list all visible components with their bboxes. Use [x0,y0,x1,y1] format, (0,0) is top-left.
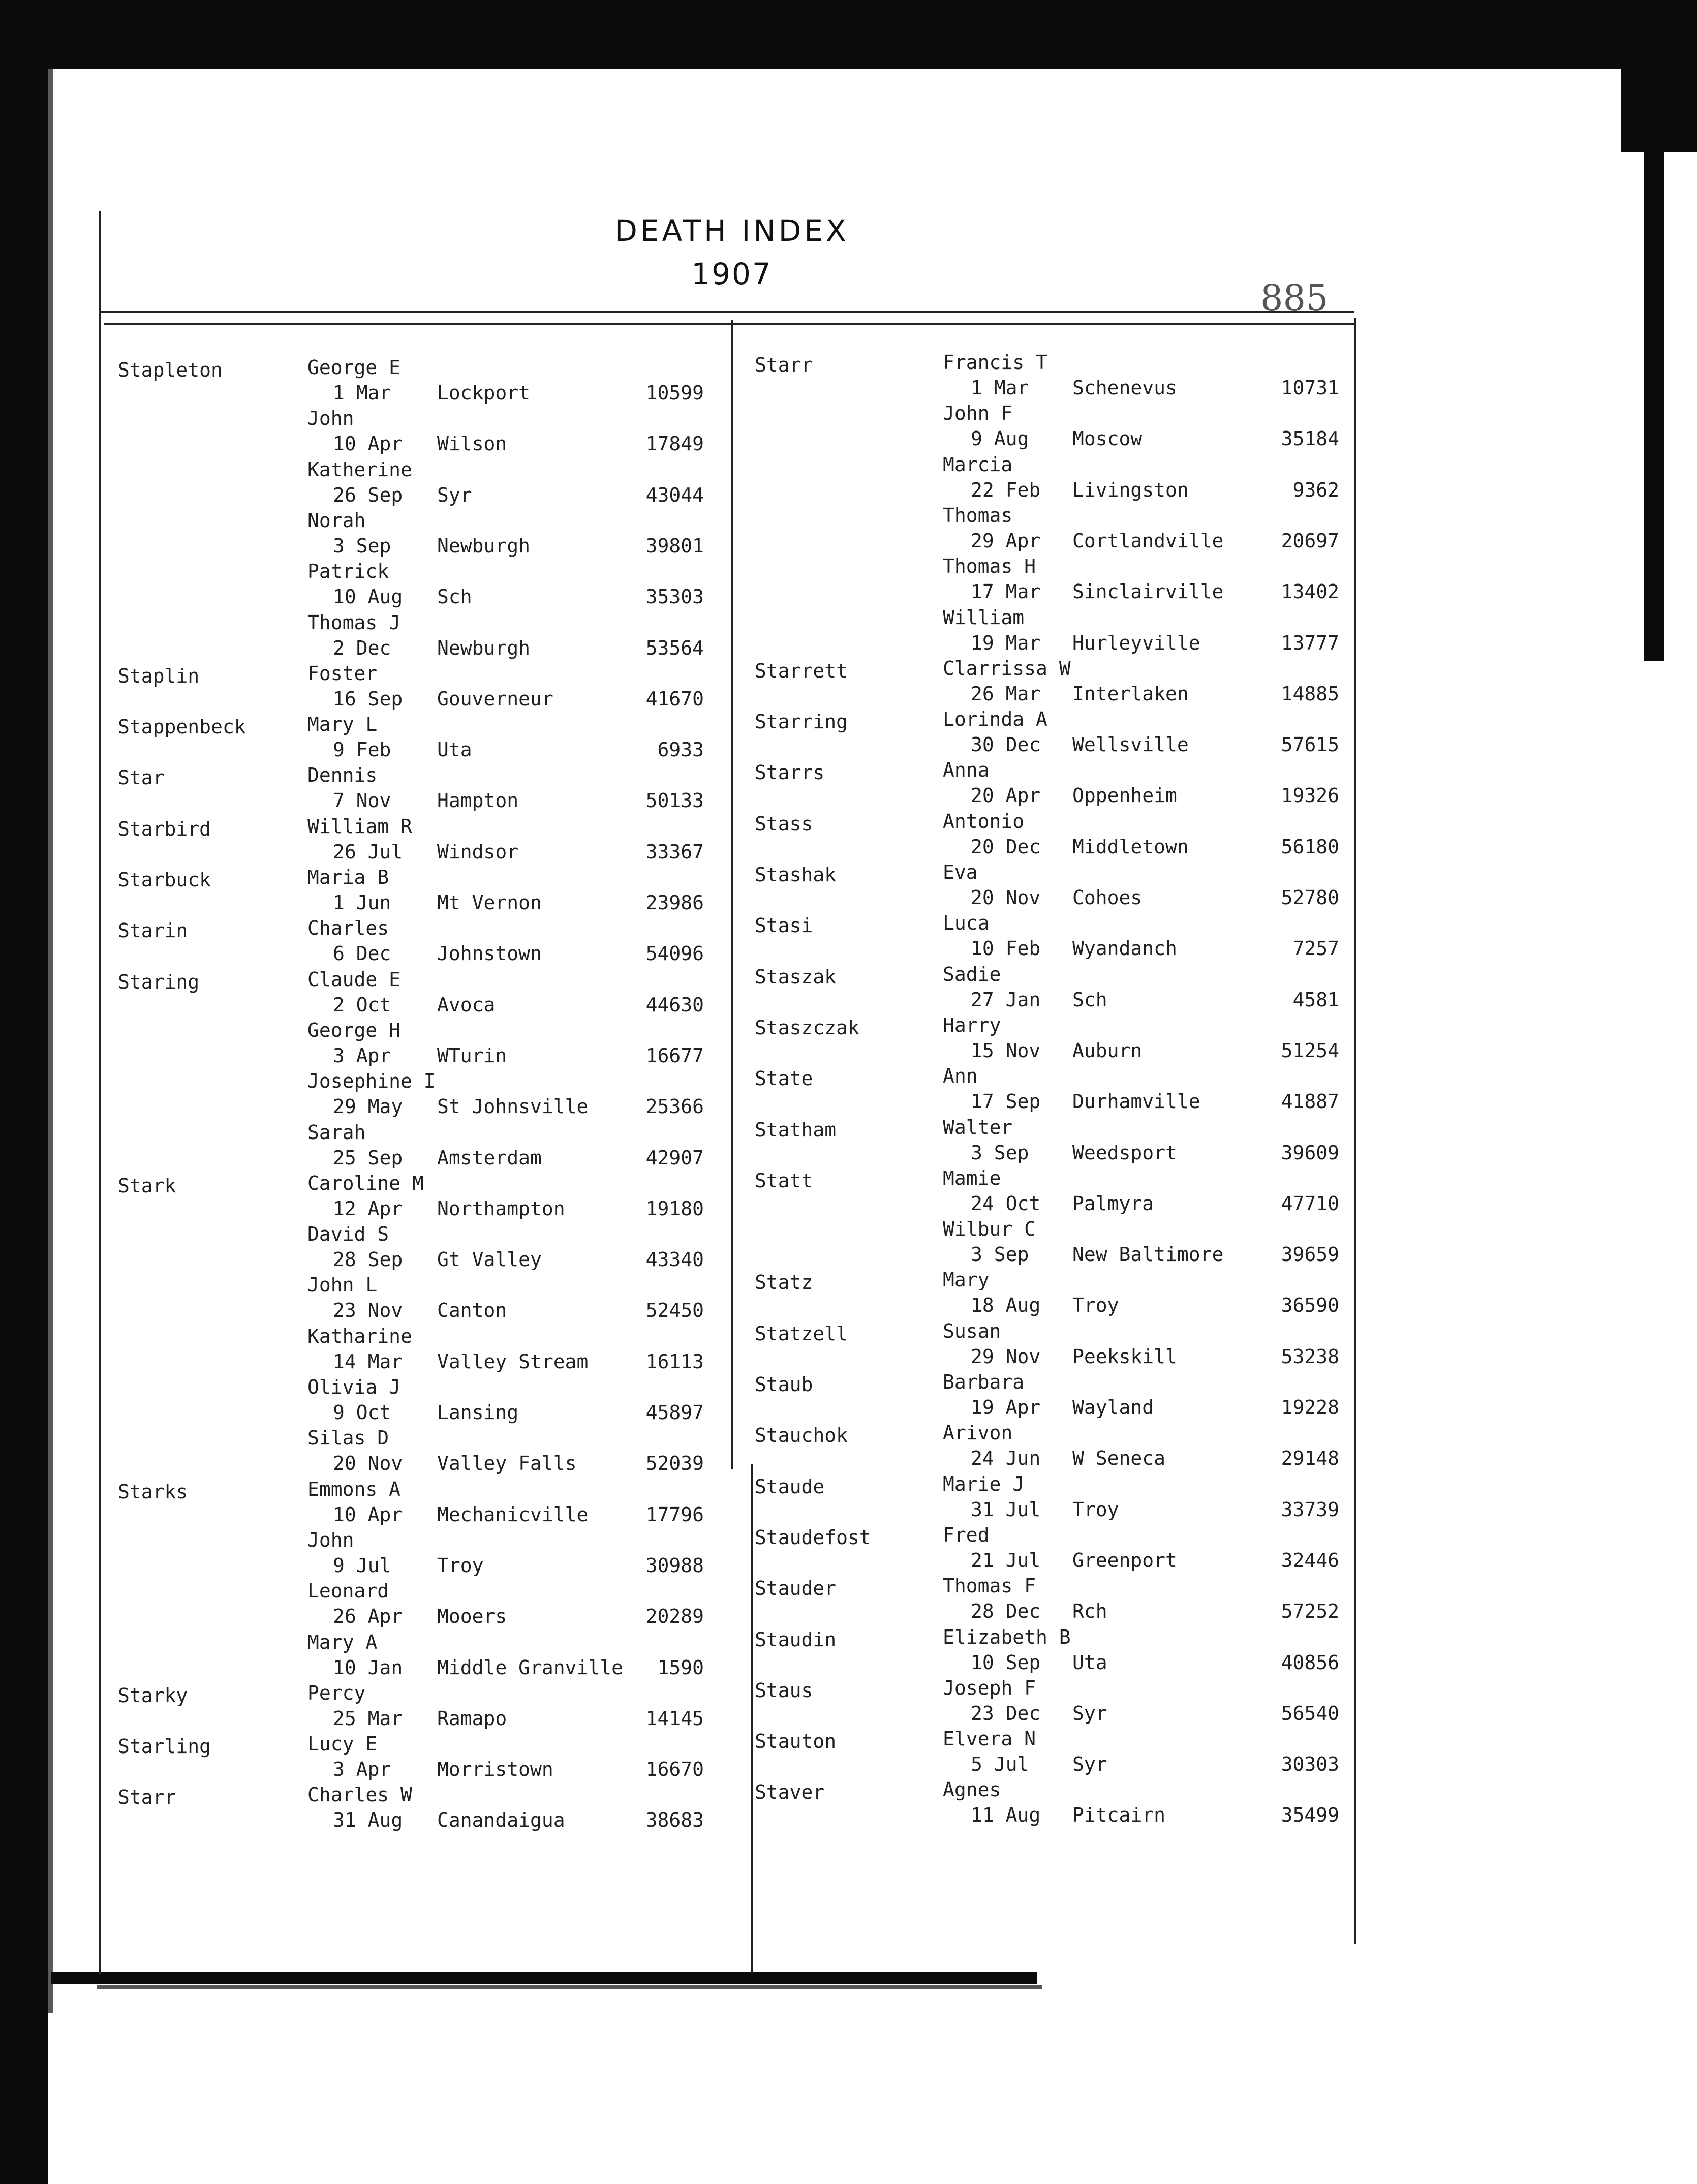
given-name: Silas D [307,1427,389,1450]
death-place: Wayland [1072,1396,1154,1419]
given-name: Barbara [943,1371,1025,1393]
certificate-number: 43044 [645,483,704,506]
surname: Stauder [755,1577,837,1600]
given-name: Norah [307,509,366,532]
death-place: Wilson [437,433,507,455]
certificate-number: 25366 [645,1095,704,1118]
death-date: 10 Apr [333,1503,403,1526]
death-date: 31 Aug [333,1809,403,1832]
certificate-number: 35303 [645,586,704,608]
death-date: 10 Feb [971,937,1041,960]
death-place: Weedsport [1072,1141,1177,1164]
certificate-number: 39801 [645,534,704,557]
certificate-number: 56540 [1281,1702,1339,1725]
given-name: Charles W [307,1783,412,1806]
death-place: Canandaigua [437,1809,565,1832]
death-date: 26 Sep [333,483,403,506]
certificate-number: 52039 [645,1452,704,1475]
column-divider-upper [731,320,733,1469]
certificate-number: 39609 [1281,1141,1339,1164]
surname: Staver [755,1781,825,1804]
death-date: 22 Feb [971,478,1041,501]
death-date: 29 Apr [971,529,1041,552]
certificate-number: 52780 [1281,886,1339,909]
surname: Staudin [755,1628,837,1651]
column-divider-lower [751,1464,753,1972]
death-place: Syr [1072,1702,1107,1725]
death-date: 23 Dec [971,1702,1041,1725]
given-name: Anna [943,759,990,782]
certificate-number: 40856 [1281,1651,1339,1674]
death-place: WTurin [437,1044,507,1067]
certificate-number: 1590 [657,1656,704,1679]
certificate-number: 52450 [645,1299,704,1322]
death-place: Greenport [1072,1549,1177,1572]
given-name: Lorinda A [943,708,1047,731]
death-place: Pitcairn [1072,1804,1166,1827]
surname: Starin [118,919,188,942]
death-date: 26 Jul [333,840,403,863]
given-name: Mary A [307,1631,378,1653]
death-place: St Johnsville [437,1095,589,1118]
death-date: 1 Mar [333,382,391,404]
certificate-number: 16113 [645,1350,704,1373]
certificate-number: 42907 [645,1146,704,1169]
death-place: Morristown [437,1758,553,1781]
surname: Staring [118,970,200,993]
scan-border-top [0,0,1697,69]
death-date: 16 Sep [333,687,403,710]
given-name: Clarrissa W [943,657,1071,680]
death-place: Middletown [1072,835,1189,858]
given-name: Mary L [307,713,378,736]
scan-border-left [0,0,48,2184]
death-place: Auburn [1072,1039,1143,1062]
surname: Starring [755,711,848,733]
death-place: Middle Granville [437,1656,624,1679]
death-place: Windsor [437,840,519,863]
death-date: 29 May [333,1095,403,1118]
certificate-number: 7257 [1292,937,1339,960]
death-date: 2 Oct [333,993,391,1016]
death-date: 17 Mar [971,580,1041,603]
given-name: Patrick [307,560,389,583]
death-place: Cortlandville [1072,529,1224,552]
surname: Staszak [755,965,837,988]
death-date: 10 Jan [333,1656,403,1679]
given-name: Mary [943,1269,990,1291]
death-date: 19 Mar [971,631,1041,654]
death-date: 5 Jul [971,1753,1029,1776]
certificate-number: 14145 [645,1707,704,1730]
certificate-number: 6933 [657,739,704,761]
given-name: Joseph F [943,1676,1036,1699]
given-name: David S [307,1223,389,1246]
surname: Stapleton [118,359,223,381]
given-name: Foster [307,662,378,685]
death-date: 3 Sep [971,1141,1029,1164]
given-name: Agnes [943,1778,1001,1801]
death-place: Schenevus [1072,377,1177,399]
certificate-number: 57252 [1281,1600,1339,1623]
certificate-number: 19326 [1281,784,1339,807]
death-place: Newburgh [437,636,531,659]
death-date: 20 Apr [971,784,1041,807]
given-name: Fred [943,1523,990,1546]
death-place: Gt Valley [437,1248,542,1271]
death-place: Peekskill [1072,1345,1177,1368]
given-name: Sarah [307,1121,366,1144]
death-place: Livingston [1072,478,1189,501]
death-date: 10 Aug [333,586,403,608]
given-name: Thomas H [943,555,1036,578]
certificate-number: 33367 [645,840,704,863]
death-place: Oppenheim [1072,784,1177,807]
death-date: 20 Nov [333,1452,403,1475]
surname: Stark [118,1174,176,1197]
given-name: Thomas F [943,1575,1036,1597]
given-name: Francis T [943,351,1047,374]
death-date: 29 Nov [971,1345,1041,1368]
death-place: Uta [437,739,472,761]
death-date: 9 Jul [333,1554,391,1577]
death-date: 20 Dec [971,835,1041,858]
frame-right-rule [1354,318,1356,1944]
certificate-number: 36590 [1281,1294,1339,1317]
death-date: 25 Mar [333,1707,403,1730]
given-name: Arivon [943,1422,1013,1444]
page-bottom-shadow [97,1985,1042,1989]
death-place: Wellsville [1072,733,1189,756]
given-name: Antonio [943,810,1025,833]
given-name: Luca [943,912,990,935]
scan-border-left-inner [48,0,53,2013]
scan-border-bottom [51,1972,1037,1984]
surname: Starling [118,1735,211,1758]
death-date: 9 Oct [333,1401,391,1424]
death-date: 19 Apr [971,1396,1041,1419]
given-name: John [307,1528,354,1551]
given-name: George E [307,356,401,379]
death-date: 30 Dec [971,733,1041,756]
surname: Staude [755,1475,825,1498]
certificate-number: 41887 [1281,1090,1339,1113]
death-place: Sinclairville [1072,580,1224,603]
given-name: William R [307,815,412,838]
certificate-number: 19180 [645,1197,704,1220]
death-date: 1 Mar [971,377,1029,399]
death-place: Newburgh [437,534,531,557]
surname: Stass [755,812,813,835]
death-date: 25 Sep [333,1146,403,1169]
given-name: Percy [307,1681,366,1704]
death-date: 3 Apr [333,1044,391,1067]
given-name: John F [943,402,1013,425]
given-name: Charles [307,917,389,940]
certificate-number: 14885 [1281,682,1339,705]
death-place: Wyandanch [1072,937,1177,960]
death-date: 9 Feb [333,739,391,761]
death-date: 9 Aug [971,427,1029,450]
death-date: 26 Mar [971,682,1041,705]
certificate-number: 13777 [1281,631,1339,654]
scan-border-right [1621,0,1697,152]
death-place: Interlaken [1072,682,1189,705]
certificate-number: 43340 [645,1248,704,1271]
certificate-number: 17849 [645,433,704,455]
certificate-number: 41670 [645,687,704,710]
given-name: Katherine [307,458,412,481]
title-underline [99,311,1354,313]
surname: Statham [755,1118,837,1141]
death-date: 31 Jul [971,1498,1041,1521]
surname: Starks [118,1480,188,1503]
surname: Starbird [118,817,211,840]
given-name: Olivia J [307,1376,401,1398]
given-name: Marcia [943,453,1013,476]
given-name: Marie J [943,1472,1025,1495]
scan-border-right-lower [1644,152,1664,661]
frame-left-rule [99,211,101,1975]
certificate-number: 23986 [645,891,704,914]
given-name: Susan [943,1319,1001,1342]
certificate-number: 35184 [1281,427,1339,450]
given-name: Maria B [307,866,389,888]
surname: Starky [118,1684,188,1707]
death-place: Ramapo [437,1707,507,1730]
certificate-number: 47710 [1281,1192,1339,1215]
death-place: Rch [1072,1600,1107,1623]
surname: Statzell [755,1322,848,1345]
death-place: Lockport [437,382,531,404]
death-date: 20 Nov [971,886,1041,909]
certificate-number: 33739 [1281,1498,1339,1521]
certificate-number: 35499 [1281,1804,1339,1827]
certificate-number: 30303 [1281,1753,1339,1776]
death-date: 23 Nov [333,1299,403,1322]
surname: Staudefost [755,1526,871,1549]
death-place: Lansing [437,1401,519,1424]
death-place: Cohoes [1072,886,1143,909]
certificate-number: 53564 [645,636,704,659]
death-date: 26 Apr [333,1605,403,1628]
certificate-number: 4581 [1292,988,1339,1011]
death-date: 28 Sep [333,1248,403,1271]
certificate-number: 17796 [645,1503,704,1526]
death-date: 2 Dec [333,636,391,659]
death-place: Syr [437,483,472,506]
surname: Staus [755,1679,813,1702]
certificate-number: 9362 [1292,478,1339,501]
death-place: Canton [437,1299,507,1322]
death-date: 6 Dec [333,942,391,965]
death-date: 18 Aug [971,1294,1041,1317]
death-place: Troy [1072,1498,1119,1521]
death-place: Mt Vernon [437,891,542,914]
certificate-number: 10731 [1281,377,1339,399]
death-place: Valley Falls [437,1452,577,1475]
death-date: 24 Oct [971,1192,1041,1215]
certificate-number: 13402 [1281,580,1339,603]
surname: Statz [755,1271,813,1294]
surname: Statt [755,1169,813,1192]
given-name: Thomas [943,504,1013,527]
certificate-number: 30988 [645,1554,704,1577]
given-name: Leonard [307,1580,389,1603]
certificate-number: 32446 [1281,1549,1339,1572]
certificate-number: 19228 [1281,1396,1339,1419]
document-year: 1907 [691,257,773,291]
death-place: Mooers [437,1605,507,1628]
certificate-number: 50133 [645,789,704,812]
certificate-number: 45897 [645,1401,704,1424]
death-date: 14 Mar [333,1350,403,1373]
given-name: Elvera N [943,1728,1036,1750]
surname: Staub [755,1373,813,1396]
certificate-number: 10599 [645,382,704,404]
given-name: George H [307,1019,401,1041]
death-date: 28 Dec [971,1600,1041,1623]
given-name: Wilbur C [943,1218,1036,1241]
certificate-number: 38683 [645,1809,704,1832]
surname: State [755,1067,813,1090]
death-place: Durhamville [1072,1090,1200,1113]
death-date: 1 Jun [333,891,391,914]
given-name: John [307,407,354,430]
given-name: Dennis [307,764,378,787]
death-place: Amsterdam [437,1146,542,1169]
given-name: John L [307,1274,378,1297]
given-name: Mamie [943,1166,1001,1189]
surname: Starr [755,354,813,376]
given-name: Sadie [943,963,1001,986]
given-name: Walter [943,1116,1013,1139]
death-date: 12 Apr [333,1197,403,1220]
surname: Starrs [755,761,825,784]
death-place: Sch [1072,988,1107,1011]
given-name: Katharine [307,1325,412,1347]
certificate-number: 53238 [1281,1345,1339,1368]
death-place: Syr [1072,1753,1107,1776]
given-name: Harry [943,1013,1001,1036]
death-place: Johnstown [437,942,542,965]
death-place: Mechanicville [437,1503,589,1526]
given-name: Elizabeth B [943,1625,1071,1648]
death-place: Moscow [1072,427,1143,450]
death-date: 3 Sep [333,534,391,557]
header-rule [104,323,1354,325]
certificate-number: 56180 [1281,835,1339,858]
death-date: 3 Apr [333,1758,391,1781]
surname: Stashak [755,864,837,886]
death-date: 10 Sep [971,1651,1041,1674]
death-place: Troy [1072,1294,1119,1317]
certificate-number: 54096 [645,942,704,965]
death-date: 21 Jul [971,1549,1041,1572]
certificate-number: 57615 [1281,733,1339,756]
surname: Stauton [755,1730,837,1753]
surname: Starr [118,1786,176,1809]
given-name: Thomas J [307,611,401,634]
given-name: Claude E [307,968,401,991]
given-name: Eva [943,861,978,883]
death-date: 3 Sep [971,1243,1029,1266]
given-name: Emmons A [307,1478,401,1500]
document-title: DEATH INDEX [614,213,849,248]
surname: Stauchok [755,1424,848,1447]
death-date: 17 Sep [971,1090,1041,1113]
surname: Staplin [118,664,200,687]
death-place: Troy [437,1554,484,1577]
certificate-number: 39659 [1281,1243,1339,1266]
death-place: Hurleyville [1072,631,1200,654]
given-name: Ann [943,1065,978,1088]
given-name: William [943,606,1025,629]
surname: Starbuck [118,869,211,891]
surname: Starrett [755,659,848,682]
given-name: Lucy E [307,1733,378,1756]
certificate-number: 16670 [645,1758,704,1781]
certificate-number: 16677 [645,1044,704,1067]
death-date: 15 Nov [971,1039,1041,1062]
certificate-number: 51254 [1281,1039,1339,1062]
death-place: New Baltimore [1072,1243,1224,1266]
death-place: Valley Stream [437,1350,589,1373]
surname: Star [118,766,165,789]
surname: Stappenbeck [118,716,246,739]
death-place: Avoca [437,993,496,1016]
death-place: Gouverneur [437,687,553,710]
certificate-number: 29148 [1281,1447,1339,1470]
surname: Stasi [755,914,813,937]
given-name: Caroline M [307,1172,424,1194]
certificate-number: 44630 [645,993,704,1016]
death-place: Northampton [437,1197,565,1220]
given-name: Josephine I [307,1070,436,1093]
death-place: Sch [437,586,472,608]
death-date: 27 Jan [971,988,1041,1011]
surname: Staszczak [755,1016,859,1039]
certificate-number: 20289 [645,1605,704,1628]
death-place: Palmyra [1072,1192,1154,1215]
death-place: Hampton [437,789,519,812]
death-date: 11 Aug [971,1804,1041,1827]
death-place: W Seneca [1072,1447,1166,1470]
page-number: 885 [1260,277,1329,319]
death-date: 10 Apr [333,433,403,455]
death-place: Uta [1072,1651,1107,1674]
certificate-number: 20697 [1281,529,1339,552]
death-date: 7 Nov [333,789,391,812]
death-date: 24 Jun [971,1447,1041,1470]
